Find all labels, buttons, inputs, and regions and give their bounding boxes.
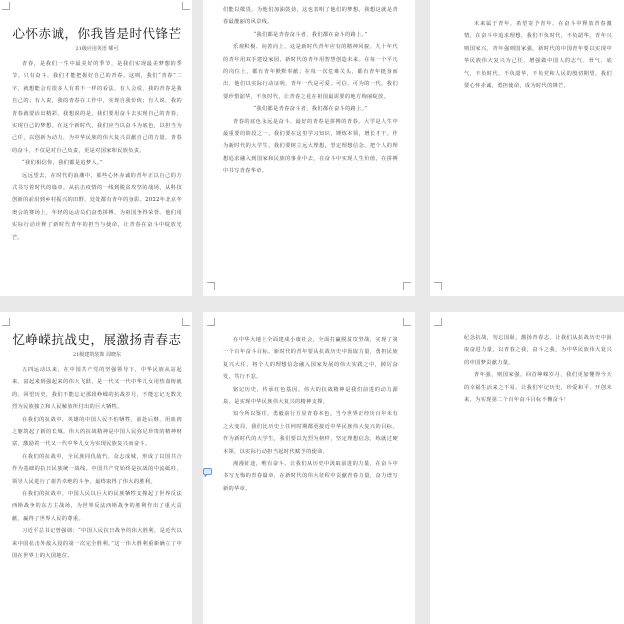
document-page-6 bbox=[430, 312, 624, 624]
paragraph: 在中华大地上全面建成小康社会，全面打赢脱贫攻坚战，实现了第一个百年奋斗目标。新时代的青年要从抗战历史中汲取力量，勇担民族复兴大任，将个人的理想信念融入国家发展的伟大实践之中，踔厉奋发，笃行不怠。 bbox=[223, 337, 398, 381]
paragraph: 们能以敬畏，为他们加油鼓劲，这也表明了他们的梦想，我想这就是青春最靓丽的风景线。 bbox=[223, 7, 398, 26]
paragraph: 铭记历史，传承红色基因。伟大的抗战精神是我们前进的动力源泉，是实现中华民族伟大复兴的精神支撑。 bbox=[223, 386, 398, 406]
paragraph: 习近平总书记曾强调：“中国人民抗日战争的伟大胜利，是近代以来中国抗击外敌入侵的第一次完全胜利。”这一伟大胜利重新确立了中国在世界上的大国地位。 bbox=[12, 528, 182, 560]
paragraph: 在我们的抗战中，英雄的中国人民不怕牺牲，前赴后继，用血肉之躯筑起了新的长城。伟大的抗战精神是中国人民弥足珍贵的精神财富，激励着一代又一代中华儿女为实现民族复兴而奋斗。 bbox=[12, 416, 182, 448]
paragraph: 漫漫征途，唯有奋斗。让我们从历史中汲取前进的力量，在奋斗中书写无悔的青春篇章，在新时代的伟大征程中贡献青春力量，奋力谱写新的华章。 bbox=[223, 461, 398, 492]
paragraph: 五四运动以来，在中国共产党的坚强领导下，中华民族从站起来、富起来到强起来的伟大飞跃，是一代又一代中华儿女用热血铸就的。回望历史，我们不能忘记那段峥嵘的抗战岁月，不能忘记无数先烈为民族独立和人民解放所付出的巨大牺牲。 bbox=[12, 367, 182, 411]
paragraph: 青春的底色永远是奋斗，最好的青春是拼搏的青春。大学是人生中最重要的阶段之一，我们要在这里学习知识，锤炼本领，增长才干。作为新时代的大学生，我们要树立远大理想，坚定理想信念，把个人的理想追求融入到国家和民族的事业中去，在奋斗中实现人生价值，在拼搏中书写青春华章。 bbox=[223, 118, 398, 175]
paragraph: 知今所以鉴往，勇毅前行方显青春本色。当今世界正经历百年未有之大变局，我们比历史上任何时期都更接近中华民族伟大复兴的目标。作为新时代的大学生，我们要以先烈为榜样，坚定理想信念，练就过硬本领，以实际行动担当起时代赋予的使命。 bbox=[223, 411, 398, 455]
paragraph: 纪念抗战，勿忘国耻，激扬青春志。让我们从抗战历史中汲取奋进力量，以青春之我，奋斗之我，为中华民族伟大复兴的中国梦贡献力量。 bbox=[464, 335, 612, 366]
document-page-3 bbox=[430, 0, 624, 296]
document-page-1 bbox=[0, 0, 192, 296]
paragraph: 乐观积极、向善向上，这是新时代青年应有的精神风貌。九十年代的青年用双手建设家园，新时代的青年用智慧创造未来。在每一个平凡的岗位上，都有青年默默奉献；在每一次危难关头，都有青年挺身而出。他们以实际行动证明，青年一代是可爱、可信、可为的一代。我们要珍惜韶华，不负时代，让青春之花在祖国最需要的地方绚丽绽放。 bbox=[223, 44, 398, 100]
document-page-5 bbox=[203, 312, 415, 624]
paragraph: “我们都是青春奋斗者，我们都在奋斗的路上。” bbox=[253, 106, 368, 113]
paragraph: 在我们的抗战中，全民族同仇敌忾，众志成城，形成了以国共合作为基础的抗日民族统一战线。中国共产党始终是抗战的中流砥柱，领导人民进行了艰苦卓绝的斗争，最终取得了伟大的胜利。 bbox=[12, 453, 182, 485]
essay-byline: 21级建筑装饰 周晓东 bbox=[73, 352, 121, 358]
paragraph: 远远望去，在时代的浪潮中，那些心怀赤诚的青年正以自己的方式书写着时代的篇章。从抗击疫情的一线到脱贫攻坚的战场，从科技创新的前沿到乡村振兴的田野，处处都有青年的身影。2022年北京冬奥会的赛场上，年轻的运动员们奋勇拼搏，为祖国争得荣誉。他们用实际行动诠释了新时代青年的担当与使命，让青春在奋斗中绽放光芒。 bbox=[12, 172, 182, 241]
essay-title: 忆峥嵘抗战史，展激扬青春志 bbox=[12, 332, 182, 347]
comment-icon[interactable] bbox=[203, 462, 212, 471]
paragraph: 在我们的抗战中，中国人民以巨大的民族牺牲支撑起了世界反法西斯战争的东方主战场，为世界反法西斯战争的胜利作出了重大贡献，赢得了世界人民的尊重。 bbox=[12, 491, 182, 522]
paragraph: “我们相信你，我们都是追梦人。” bbox=[22, 160, 103, 167]
paragraph: 未来属于青年，希望寄予青年。在奋斗中释放青春激情，在奋斗中追求理想，我们不负时代，不负韶华。青年兴则国家兴，青年强则国家强。新时代的中国青年要以实现中华民族伟大复兴为己任，增强做中国人的志气、骨气、底气，不负时代，不负韶华，不负党和人民的殷切期望。我们要心怀赤诚，勇担使命，成为时代的锋芒。 bbox=[464, 21, 612, 90]
document-page-4 bbox=[0, 312, 192, 624]
essay-byline: 21级应用英语 晞可 bbox=[75, 46, 119, 52]
essay-title: 心怀赤诚，你我皆是时代锋芒 bbox=[12, 26, 182, 41]
paragraph: “我们都是青春奋斗者，我们都在奋斗的路上。” bbox=[253, 31, 368, 38]
document-page-2 bbox=[203, 0, 415, 296]
paragraph: 青春，是我们一生中最美好的季节，是我们实现最美梦想的季节。只有奋斗，我们才能把握好自己的青春。这则，我们“青春”二字，就想能会有很多人有着不一样的看法，有人会说，我的青春是我自己的；有人说，我的青春在工作中，实现自我价值；有人说，我的青春就要活出精彩。我想说的是，我们要用奋斗去实现自己的青春，实现自己的梦想。在这个新时代，我们应当以奋斗为底色，以担当为己任，以创新为动力，为中华民族的伟大复兴贡献自己的力量。青春的奋斗，不仅是对自己负责，更是对国家和民族负责。 bbox=[12, 61, 182, 154]
paragraph: 青年强，则国家强。回首峥嵘岁月，我们更加懂得今天的幸福生活来之不易。让我们牢记历史，珍爱和平，开创未来，为实现第二个百年奋斗目标不懈奋斗！ bbox=[464, 372, 612, 404]
